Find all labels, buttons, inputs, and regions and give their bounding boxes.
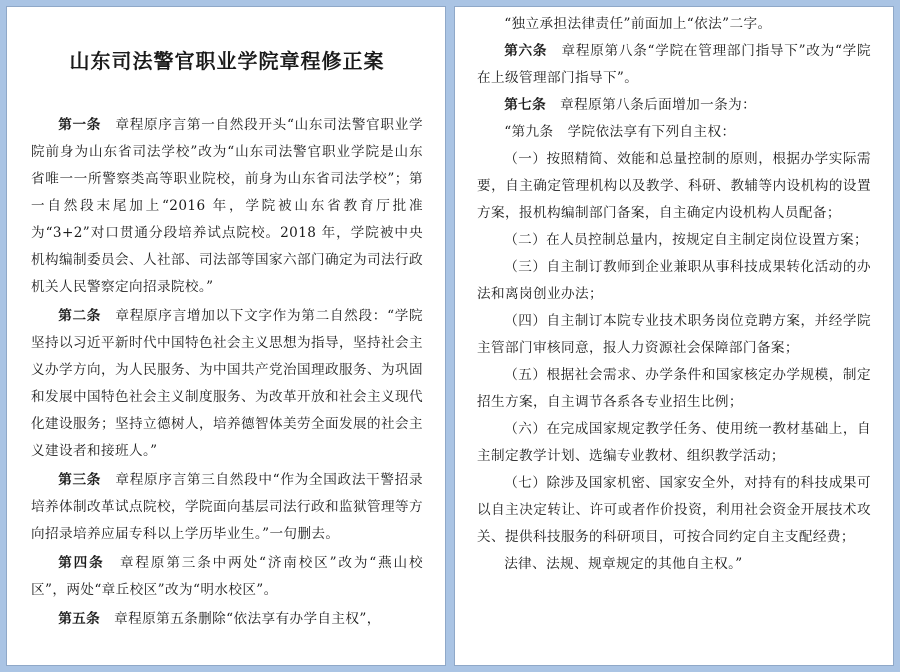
article-number: 第二条 xyxy=(58,308,102,324)
article-text: 章程原第八条后面增加一条为： xyxy=(560,97,757,113)
list-item: （一）按照精简、效能和总量控制的原则，根据办学实际需要，自主确定管理机构以及教学、科研、教辅等内设机构的设置方案，报机构编制部门备案，自主确定内设机构人员配备； xyxy=(477,151,871,221)
article-number: 第六条 xyxy=(504,43,548,59)
article-text: 章程原第三条中两处“济南校区”改为“燕山校区”，两处“章丘校区”改为“明水校区”。 xyxy=(31,555,423,598)
list-item: （二）在人员控制总量内，按规定自主制定岗位设置方案； xyxy=(504,232,869,248)
article-paragraph xyxy=(31,112,423,301)
list-item: （七）除涉及国家机密、国家安全外，对持有的科技成果可以自主决定转让、许可或者作价投资，利用社会资金开展技术攻关、提供科技服务的科研项目，可按合同约定自主支配经费； xyxy=(477,475,871,545)
article-text: 章程原序言第一自然段开头“山东司法警官职业学院前身为山东省司法学校”改为“山东司法警官职业学院是山东省唯一一所警察类高等职业院校，前身为山东省司法学校”；第一自然段末尾加上“2016 年，学院被山东省教育厅批准为“3+2”对口贯通分段培养试点院校。2018 年，学院被中央机构编制委员会、人社部、司法部等国家六部门确定为司法行政机关人民警察定向招录院校。” xyxy=(31,117,424,295)
article-paragraph xyxy=(31,467,423,548)
article-number: 第三条 xyxy=(58,472,102,488)
list-item: 法律、法规、规章规定的其他自主权。” xyxy=(504,556,743,572)
document-title: 山东司法警官职业学院章程修正案 xyxy=(69,49,385,73)
article-text: 章程原序言第三自然段中“作为全国政法干警招录培养体制改革试点院校，学院面向基层司法行政和监狱管理等方向招录培养应届专科以上学历毕业生。”一句删去。 xyxy=(31,472,424,542)
article-paragraph xyxy=(31,550,423,604)
article-text: 章程原第八条“学院在管理部门指导下”改为“学院在上级管理部门指导下”。 xyxy=(477,43,871,86)
list-item: （四）自主制订本院专业技术职务岗位竞聘方案，并经学院主管部门审核同意，报人力资源社会保障部门备案； xyxy=(477,313,871,356)
list-item: （五）根据社会需求、办学条件和国家核定办学规模，制定招生方案，自主调节各系各专业招生比例； xyxy=(477,367,871,410)
article-paragraph xyxy=(477,38,871,92)
list-item: （三）自主制订教师到企业兼职从事科技成果转化活动的办法和离岗创业办法； xyxy=(477,259,871,302)
document-page-right xyxy=(454,6,894,666)
list-item: （六）在完成国家规定教学任务、使用统一教材基础上，自主制定教学计划、选编专业教材、组织教学活动； xyxy=(477,421,871,464)
continuation-paragraph: “独立承担法律责任”前面加上“依法”二字。 xyxy=(504,16,772,32)
article-text: 章程原第五条删除“依法享有办学自主权”， xyxy=(114,611,381,627)
article-text: 章程原序言增加以下文字作为第二自然段：“学院坚持以习近平新时代中国特色社会主义思想为指导，坚持社会主义办学方向，为人民服务、为中国共产党治国理政服务、为巩固和发展中国特色社会主义制度服务、为改革开放和社会主义现代化建设服务；坚持立德树人，培养德智体美劳全面发展的社会主义建设者和接班人。” xyxy=(31,308,424,459)
article-number: 第七条 xyxy=(504,97,547,113)
article-number: 第四条 xyxy=(58,555,105,571)
document-page-left xyxy=(6,6,446,666)
article-paragraph xyxy=(477,92,871,119)
article-paragraph xyxy=(31,303,423,465)
quoted-article-heading: “第九条 学院依法享有下列自主权： xyxy=(504,124,736,140)
article-number: 第一条 xyxy=(58,117,102,133)
article-paragraph xyxy=(31,606,423,633)
article-number: 第五条 xyxy=(58,611,101,627)
